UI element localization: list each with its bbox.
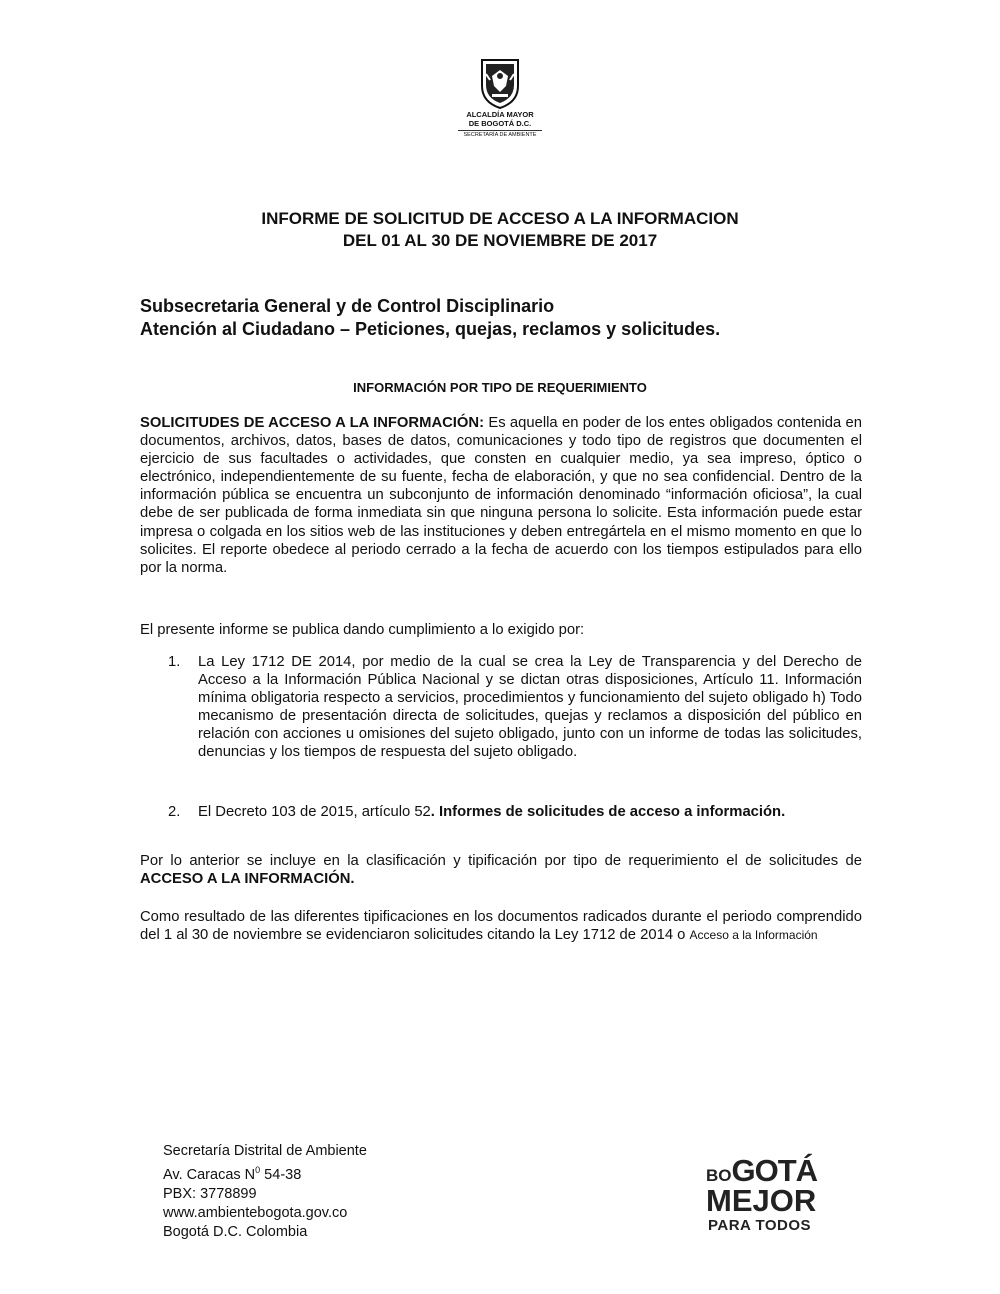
list-item-number: 2. xyxy=(168,804,181,820)
list-item-text: La Ley 1712 DE 2014, por medio de la cual se crea la Ley de Transparencia y del Derecho de Acceso a la Información Pública Nacional y se dictan otras disposiciones, Artículo 11. Información mínima obligatoria respecto a servicios, procedimientos y funcionamiento del sujeto obligado h) Todo mecanismo de presentación directa de solicitudes, quejas y reclamos a disposición del público en relación con acciones u omisiones del sujeto obligado, junto con un informe de todas las solicitudes, denuncias y los tiempos de respuesta del sujeto obligado. xyxy=(198,654,862,761)
subheading-line-1: Subsecretaria General y de Control Disciplinario xyxy=(140,296,555,316)
list-item-number: 1. xyxy=(168,654,181,670)
logo-line-2: DE BOGOTÁ D.C. xyxy=(468,119,532,128)
logo-line-1: ALCALDÍA MAYOR xyxy=(466,110,534,119)
header-logo xyxy=(438,56,562,146)
list-item-bold-text: . Informes de solicitudes de acceso a información. xyxy=(430,804,786,820)
result-text: Como resultado de las diferentes tipificaciones en los documentos radicados durante el periodo comprendido del 1 al 30 de noviembre se evidenciaron solicitudes citando la Ley 1712 de 2014 o xyxy=(140,909,862,944)
footer-address-street-number: 54-38 xyxy=(260,1166,302,1183)
footer-address-line: Secretaría Distrital de Ambiente xyxy=(163,1143,367,1159)
section-heading: INFORMACIÓN POR TIPO DE REQUERIMIENTO xyxy=(353,380,647,395)
logo-line-3: SECRETARÍA DE AMBIENTE xyxy=(458,130,542,139)
classification-bold-text: ACCESO A LA INFORMACIÓN. xyxy=(140,871,355,888)
result-paragraph xyxy=(140,908,862,944)
logo-text-gota: GOTÁ xyxy=(731,1153,818,1188)
intro-paragraph: El presente informe se publica dando cumplimiento a lo exigido por: xyxy=(140,622,585,638)
document-title-line-2: DEL 01 AL 30 DE NOVIEMBRE DE 2017 xyxy=(342,231,658,250)
definition-text: Es aquella en poder de los entes obligados contenida en documentos, archivos, datos, bases de datos, comunicaciones y todo tipo de registros que documenten el ejercicio de sus facultades o actividades, que consten en cualquier medio, ya sea impreso, óptico o electrónico, independientemente de su fuente, fecha de elaboración, y que no sea confidencial. Dentro de la información pública se encuentra un subconjunto de información denominado “información oficiosa”, la cual debe de ser publicada de forma inmediata sin que ninguna persona lo solicite. Esta información puede estar impresa o colgada en los sitios web de las instituciones y deben entregártela en el mismo momento en que lo solicites. El reporte obedece al periodo cerrado a la fecha de acuerdo con los tiempos estipulados para ello por la norma. xyxy=(140,415,862,576)
footer-address-line: Bogotá D.C. Colombia xyxy=(163,1223,308,1240)
footer-address-line: PBX: 3778899 xyxy=(163,1185,257,1202)
document-title-line-1: INFORME DE SOLICITUD DE ACCESO A LA INFORMACION xyxy=(261,209,739,228)
classification-paragraph xyxy=(140,852,862,888)
footer-address xyxy=(163,1142,367,1242)
subheading-line-2: Atención al Ciudadano – Peticiones, quejas, reclamos y solicitudes. xyxy=(140,319,721,339)
footer-address-street: Av. Caracas N xyxy=(163,1166,256,1183)
footer-address-superscript: 0 xyxy=(255,1165,261,1175)
classification-text: Por lo anterior se incluye en la clasificación y tipificación por tipo de requerimiento el de solicitudes de xyxy=(140,853,862,869)
list-item xyxy=(198,803,862,821)
logo-text-bo: BO xyxy=(706,1166,732,1185)
logo-text-para-todos: PARA TODOS xyxy=(708,1217,812,1234)
bogota-coat-of-arms-icon xyxy=(478,56,522,110)
bogota-mejor-logo xyxy=(700,1143,840,1239)
definition-paragraph xyxy=(140,414,862,577)
result-small-text: Acceso a la Información xyxy=(689,928,818,943)
footer-address-line xyxy=(163,1161,367,1185)
footer-website-link[interactable]: www.ambientebogota.gov.co xyxy=(163,1204,348,1221)
definition-term: SOLICITUDES DE ACCESO A LA INFORMACIÓN: xyxy=(140,415,485,431)
logo-text-mejor: MEJOR xyxy=(706,1183,817,1218)
list-item-text: El Decreto 103 de 2015, artículo 52 xyxy=(198,804,431,820)
